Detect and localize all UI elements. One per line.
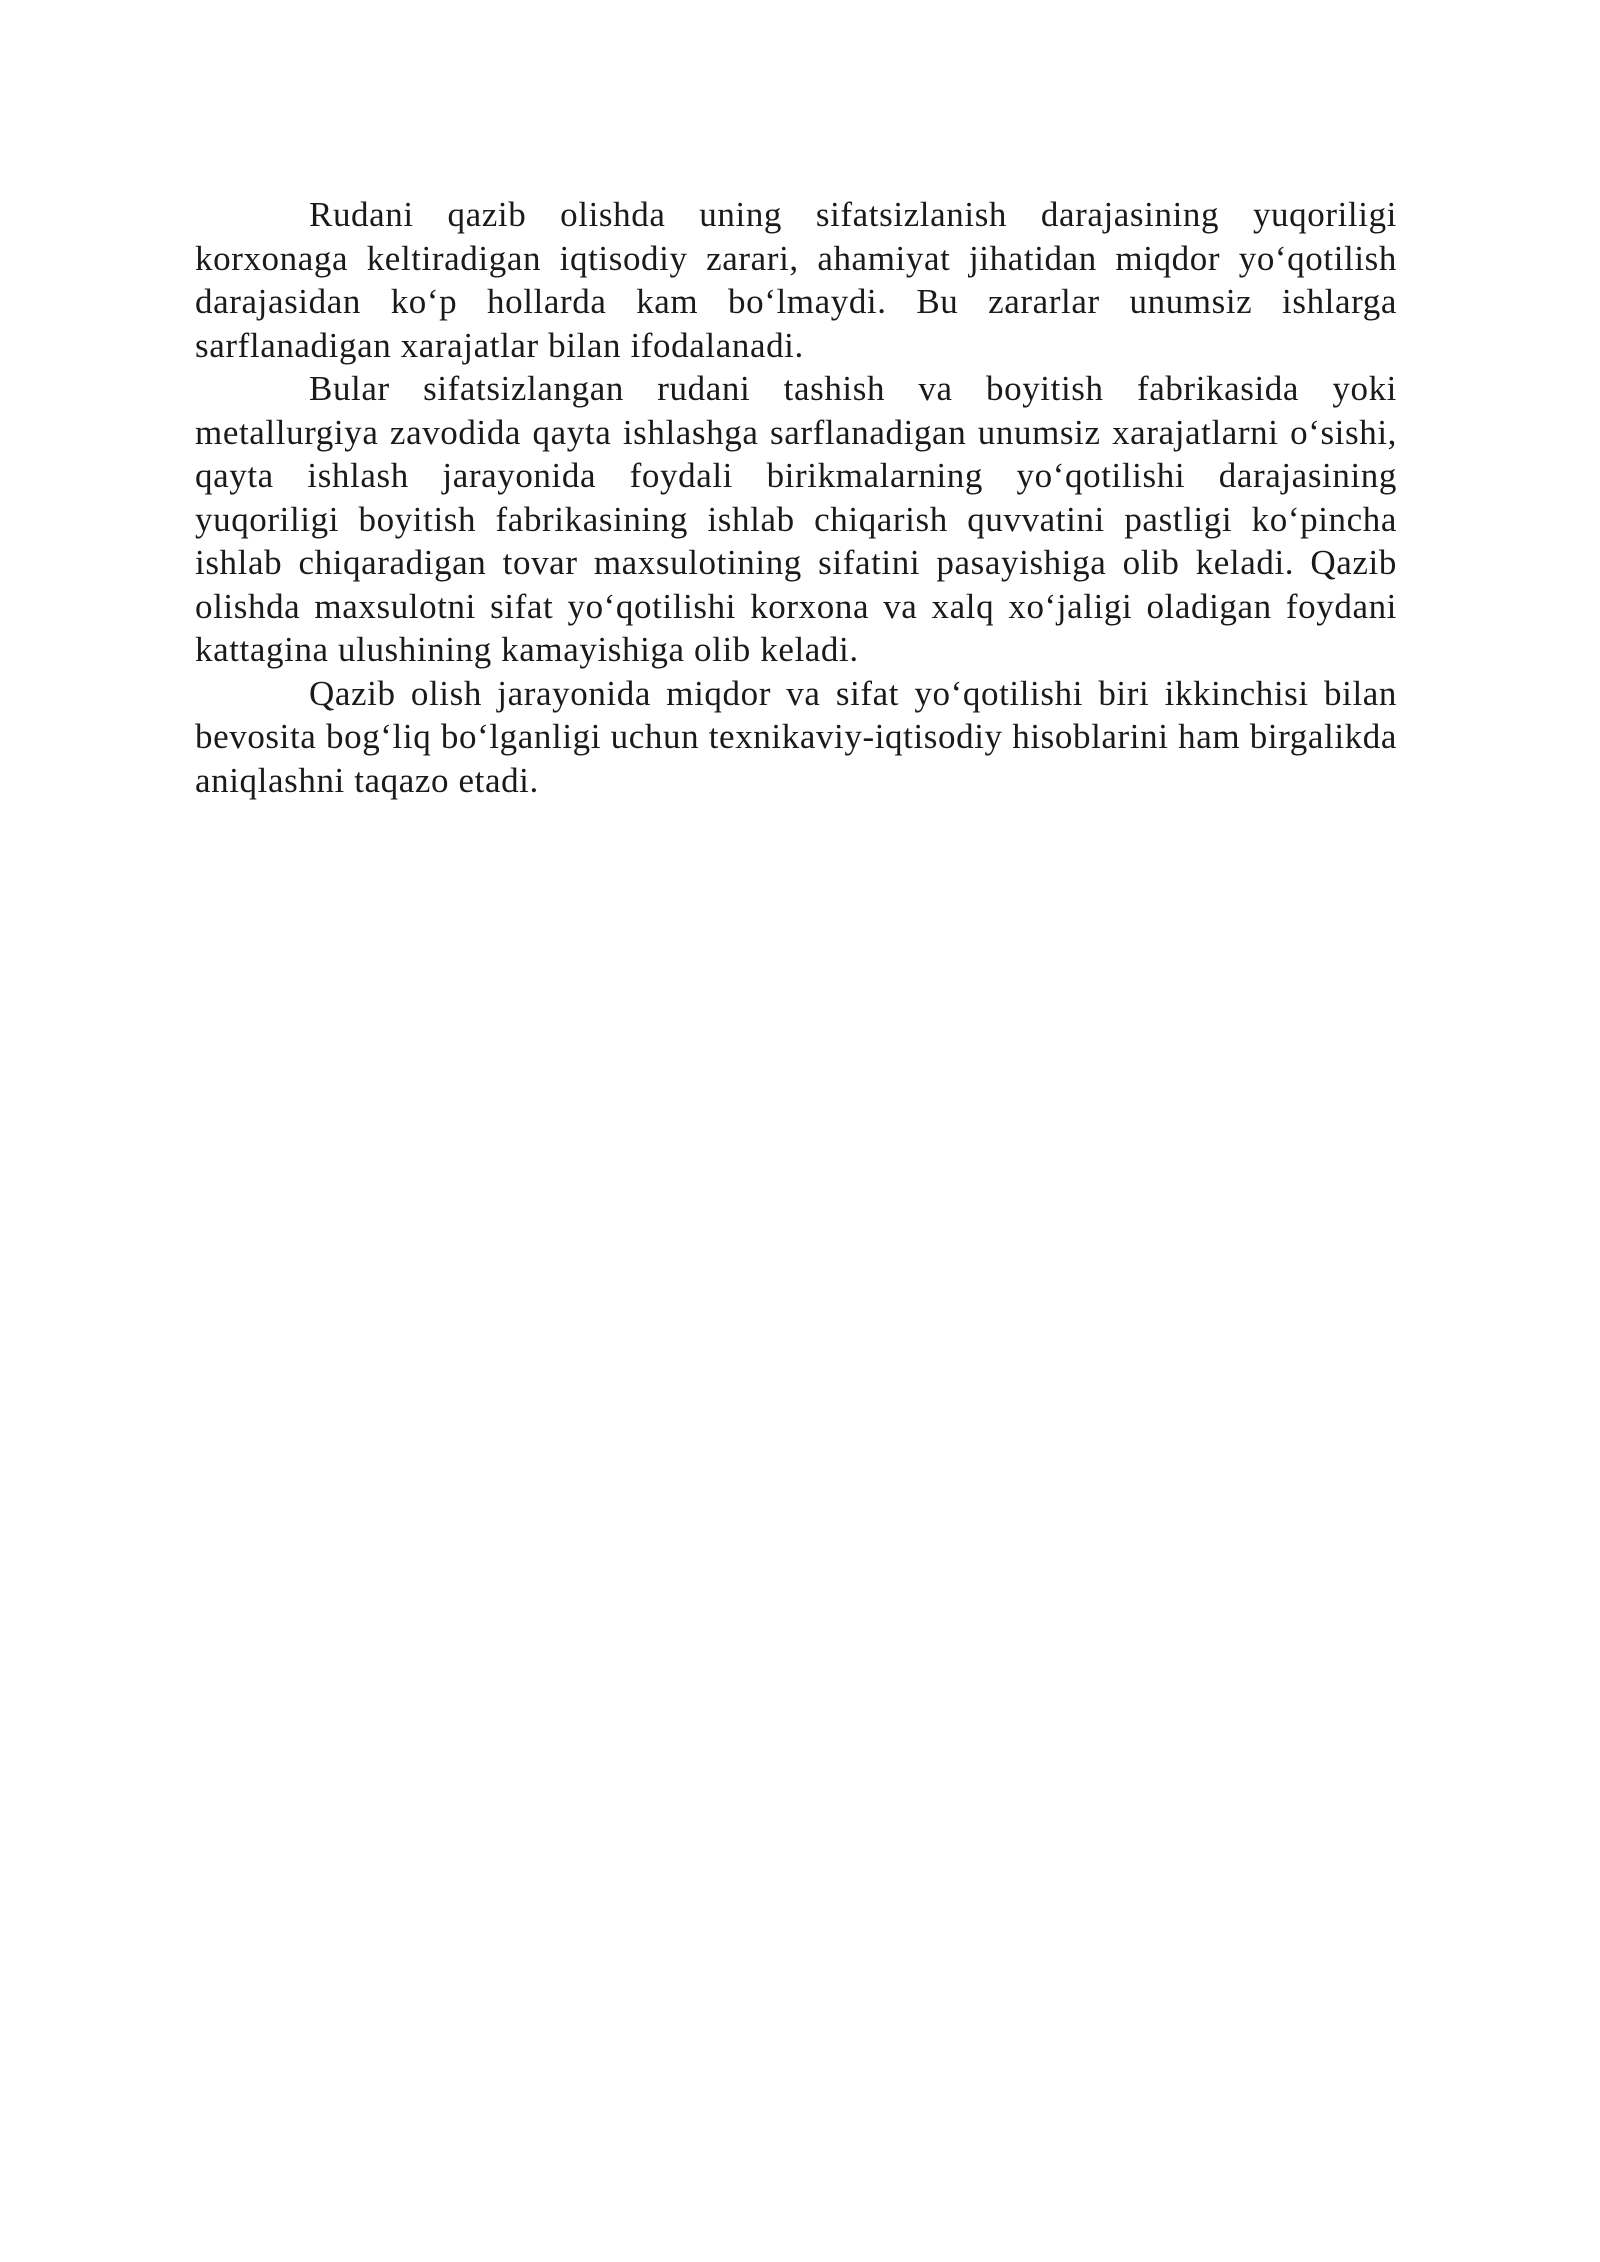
paragraph-1: Rudani qazib olishda uning sifatsizlanish darajasining yuqoriligi korxonaga keltiradigan iqtisodiy zarari, ahamiyat jihatidan miqdor yo‘qotilish darajasidan ko‘p hollarda kam bo‘lmaydi. Bu zararlar unumsiz ishlarga sarflanadigan xarajatlar bilan ifodalanadi. [195, 195, 1397, 365]
body-text [195, 193, 1397, 802]
paragraph-3: Qazib olish jarayonida miqdor va sifat yo‘qotilishi biri ikkinchisi bilan bevosita bog‘liq bo‘lganligi uchun texnikaviy-iqtisodiy hisoblarini ham birgalikda aniqlashni taqazo etadi. [195, 673, 1397, 800]
paragraph-2: Bular sifatsizlangan rudani tashish va boyitish fabrikasida yoki metallurgiya zavodida qayta ishlashga sarflanadigan unumsiz xarajatlarni o‘sishi, qayta ishlash jarayonida foydali birikmalarning yo‘qotilishi darajasining yuqoriligi boyitish fabrikasining ishlab chiqarish quvvatini pastligi ko‘pincha ishlab chiqaradigan tovar maxsulotining sifatini pasayishiga olib keladi. Qazib olishda maxsulotni sifat yo‘qotilishi korxona va xalq xo‘jaligi oladigan foydani kattagina ulushining kamayishiga olib keladi. [195, 369, 1397, 669]
